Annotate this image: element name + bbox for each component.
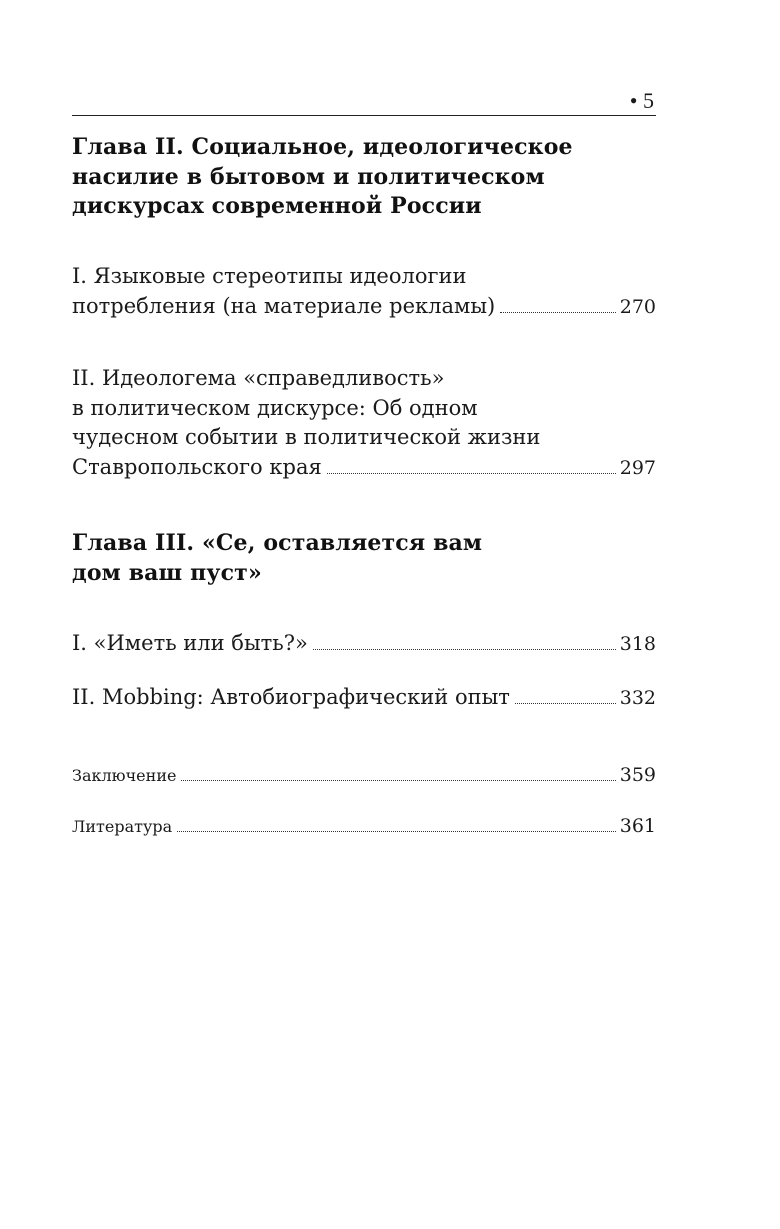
header-rule [72,115,656,116]
chapter-2-title-line: дискурсах современной России [72,193,482,219]
toc-entry-literature[interactable] [72,814,656,839]
chapter-3-title-line: дом ваш пуст» [72,559,262,586]
toc-entry-mobbing[interactable] [72,683,656,714]
toc-entry-title-line: II. Идеологема «справедливость» [72,366,445,390]
dot-leader [181,780,615,781]
toc-page-number: 297 [619,456,656,479]
toc-page-number: 361 [619,815,656,837]
toc-entry-title-line: II. Mobbing: Автобиографический опыт [72,685,510,709]
toc-page-number: 359 [619,764,656,786]
toc-entry-title-line: Литература [72,817,173,836]
toc-entry-conclusion[interactable] [72,763,656,788]
dot-leader [327,473,616,474]
dot-leader [177,831,616,832]
chapter-2-title-line: Глава II. Социальное, идеологическое [72,134,573,160]
chapter-3-title [72,529,482,588]
toc-page [72,0,656,1229]
toc-entry-title-line: Заключение [72,766,177,785]
toc-page-number: 270 [619,295,656,318]
toc-entry-language-stereotypes[interactable] [72,262,656,322]
dot-leader [500,312,615,313]
page-number: • 5 [629,88,654,113]
chapter-2-title-line: насилие в бытовом и политическом [72,163,545,190]
toc-entry-title-line: в политическом дискурсе: Об одном [72,395,478,420]
toc-entry-ideologeme-justice[interactable] [72,364,656,483]
toc-entry-title-line: Ставропольского края [72,454,322,479]
chapter-3-title-line: Глава III. «Се, оставляется вам [72,530,483,556]
toc-page-number: 332 [619,687,656,709]
dot-leader [313,649,616,650]
toc-entry-title-line: потребления (на материале рекламы) [72,293,496,318]
toc-entry-title-line: I. Языковые стереотипы идеологии [72,264,467,288]
toc-entry-title-line: I. «Иметь или быть?» [72,631,308,655]
toc-entry-to-have-or-to-be[interactable] [72,629,656,660]
chapter-2-title [72,133,573,222]
dot-leader [515,703,616,704]
toc-entry-title-line: чудесном событии в политической жизни [72,425,541,449]
toc-page-number: 318 [619,633,656,655]
